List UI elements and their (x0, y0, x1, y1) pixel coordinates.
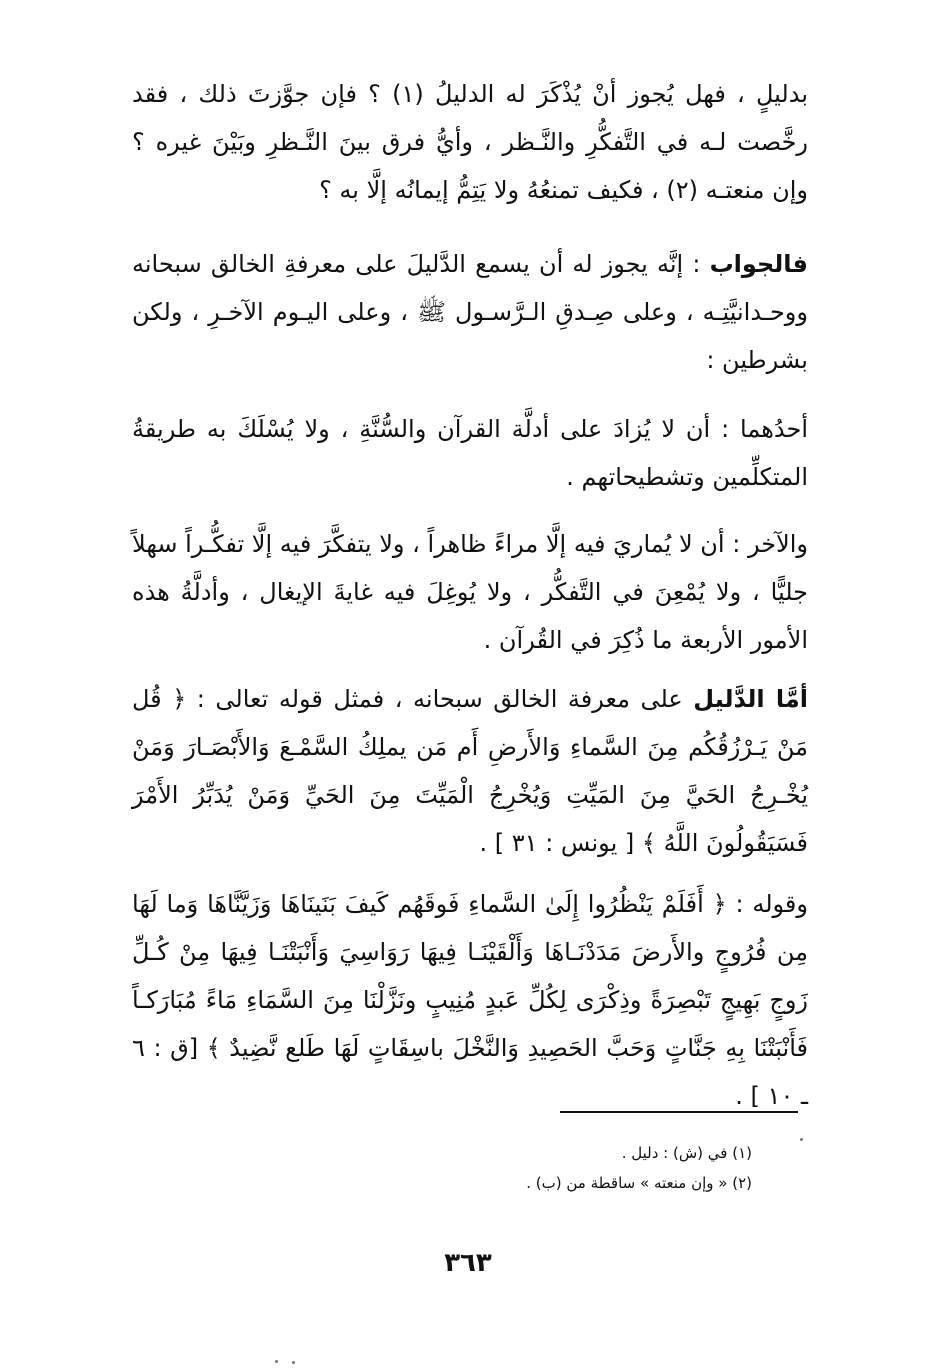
paragraph-question (132, 70, 808, 214)
paragraph-first-condition (132, 405, 808, 501)
paragraph-text: بدليلٍ ، فهل يُجوز أنْ يُذْكَرَ له الدليلُ (١) ؟ فإن جوَّزتَ ذلك ، فقد رخَّصت لـه في التَّفكُّرِ والنَّـظر ، وأيُّ فرق بينَ النَّـظرِ وبَيْنَ غيره ؟ وإن منعتـه (٢) ، فكيف تمنعُهُ ولا يَتِمُّ إيمانُه إلَّا به ؟ (132, 80, 809, 204)
footnote-1: (١) في (ش) : دليل . (621, 1144, 752, 1162)
paragraph-answer (132, 240, 808, 384)
footnote-2: (٢) « وإن منعته » ساقطة من (ب) . (526, 1174, 752, 1192)
scan-speck (275, 1360, 278, 1363)
footnote-divider (560, 1111, 798, 1113)
footnotes (400, 1138, 752, 1198)
paragraph-quran-verse (132, 880, 808, 1120)
scan-speck (292, 1361, 295, 1364)
paragraph-lead: فالجواب (709, 250, 808, 278)
paragraph-proof-creator (132, 675, 808, 867)
paragraph-text: والآخر : أن لا يُماريَ فيه إلَّا مراءً ظاهراً ، ولا يتفكَّرَ فيه إلَّا تفكُّـراً سهلاً جليًّا ، ولا يُمْعِنَ في التَّفكُّر ، ولا يُوغِلَ فيه غايةَ الإيغال ، وأدلَّةُ هذه الأمور الأربعة ما ذُكِرَ في القُرآن . (132, 530, 808, 654)
paragraph-text: : إنَّه يجوز له أن يسمع الدَّليلَ على معرفةِ الخالق سبحانه ووحـدانيَّتِـه ، وعلى صِـدقِ الـرَّسـول ﷺ ، وعلى اليـوم الآخـرِ ، ولكن بشرطين : (132, 250, 808, 374)
scan-speck (800, 1138, 803, 1141)
paragraph-lead: أمَّا الدَّليل (693, 685, 808, 713)
paragraph-second-condition (132, 520, 808, 664)
paragraph-text: أحدُهما : أن لا يُزادَ على أدلَّة القرآن والسُّنَّةِ ، ولا يُسْلَكَ به طريقةُ المتكلِّمين وتشطيحاتهم . (132, 415, 808, 491)
paragraph-text: على معرفة الخالق سبحانه ، فمثل قوله تعالى : ﴿ قُل مَنْ يَـرْزُقُكُم مِنَ السَّماءِ وَالأَرضِ أَم مَن يملِكُ السَّمْـعَ وَالأَبْصَـارَ وَمَنْ يُخْـرِجُ الحَيَّ مِنَ المَيِّتِ وَيُخْرِجُ الْمَيِّتَ مِنَ الحَيِّ وَمَنْ يُدَبِّرُ الأَمْرَ فَسَيَقُولُونَ اللَّهُ ﴾ [ يونس : ٣١ ] . (132, 685, 808, 857)
page-number: ٣٦٣ (444, 1248, 492, 1278)
paragraph-text: وقوله : ﴿ أَفَلَمْ يَنْظُرُوا إِلَىٰ السَّماءِ فَوقَهُم كَيفَ بَنَينَاهَا وَزَيَّنَّاهَا وَما لَهَا مِن فُرُوجٍ والأَرضَ مَدَدْنَـاهَا وَأَلْقَيْنَـا فِيهَا رَوَاسِيَ وَأَنْبَتْنَـا فِيهَا مِنْ كُـلِّ زَوجٍ بَهِيجٍ تَبْصِرَةً وذِكْرَى لِكُلِّ عَبدٍ مُنِيبٍ ونَزَّلْنَا مِنَ السَّمَاءِ مَاءً مُبَارَكـاً فَأَنْبَتْنَا بِهِ جَنَّاتٍ وَحَبَّ الحَصِيدِ وَالنَّخْلَ باسِقَاتٍ لَهَا طَلع نَّضِيدٌ ﴾ [ق : ٦ ـ ١٠ ] . (132, 890, 808, 1110)
